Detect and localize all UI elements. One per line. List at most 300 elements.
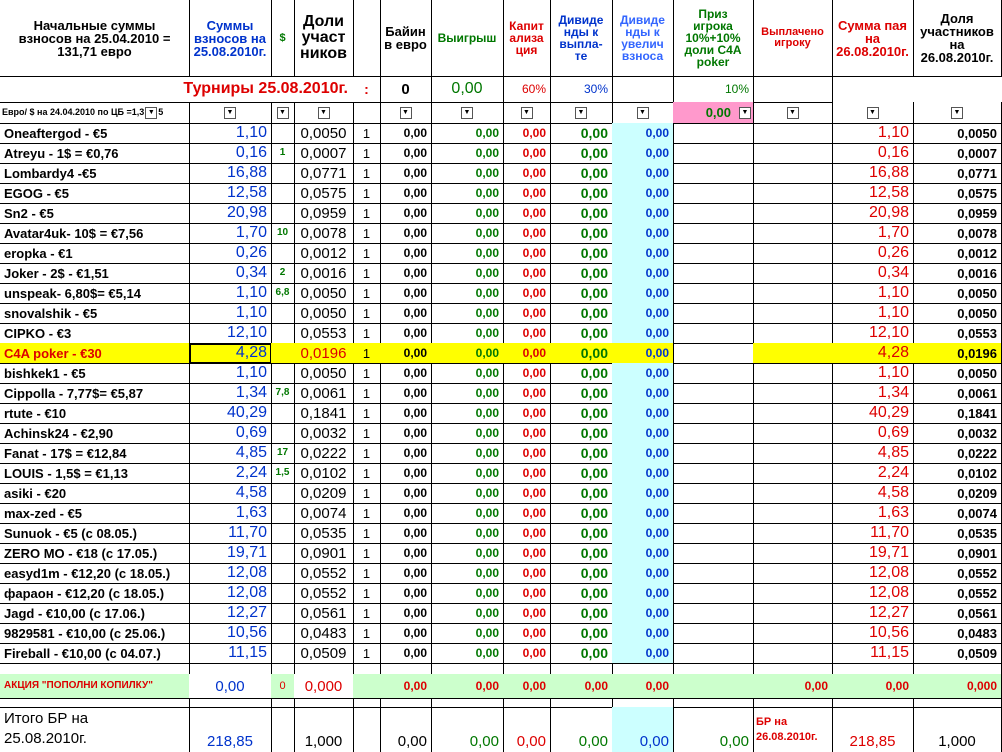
cell-sum[interactable]: 19,71 xyxy=(189,543,272,564)
cell-newshare[interactable]: 0,0552 xyxy=(913,563,1002,584)
cell-win[interactable]: 0,00 xyxy=(431,563,504,584)
cell-sum[interactable]: 20,98 xyxy=(189,203,272,224)
cell-divp[interactable]: 0,00 xyxy=(550,243,613,264)
cell-paid[interactable] xyxy=(753,503,833,524)
cell-newsum[interactable]: 12,27 xyxy=(832,603,914,624)
cell-newshare[interactable]: 0,0553 xyxy=(913,323,1002,344)
cell-win[interactable]: 0,00 xyxy=(431,163,504,184)
cell-sum[interactable]: 11,70 xyxy=(189,523,272,544)
cell-one[interactable]: 1 xyxy=(353,443,381,464)
cell-usd[interactable] xyxy=(271,183,295,204)
cell-newshare[interactable]: 0,0771 xyxy=(913,163,1002,184)
cell-one[interactable]: 1 xyxy=(353,563,381,584)
cell-cap[interactable]: 0,00 xyxy=(503,143,551,164)
cell-sum[interactable]: 12,58 xyxy=(189,183,272,204)
cell-paid[interactable] xyxy=(753,463,833,484)
cell-usd[interactable] xyxy=(271,363,295,384)
cell-newshare[interactable]: 0,0078 xyxy=(913,223,1002,244)
cell-newsum[interactable]: 4,28 xyxy=(832,343,914,364)
cell-prize[interactable] xyxy=(673,443,754,464)
cell-usd[interactable] xyxy=(271,403,295,424)
cell-newshare[interactable]: 0,0032 xyxy=(913,423,1002,444)
cell-cap[interactable]: 0,00 xyxy=(503,463,551,484)
cell-win[interactable]: 0,00 xyxy=(431,483,504,504)
cell-share[interactable]: 0,0535 xyxy=(294,523,354,544)
cell-buyin[interactable]: 0,00 xyxy=(380,283,432,304)
cell-share[interactable]: 0,0561 xyxy=(294,603,354,624)
cell-paid[interactable] xyxy=(753,323,833,344)
cell-share[interactable]: 0,0509 xyxy=(294,643,354,664)
cell-newshare[interactable]: 0,0016 xyxy=(913,263,1002,284)
cell-paid[interactable] xyxy=(753,543,833,564)
cell-win[interactable]: 0,00 xyxy=(431,603,504,624)
cell-newshare[interactable]: 0,0074 xyxy=(913,503,1002,524)
cell-share[interactable]: 0,0483 xyxy=(294,623,354,644)
cell-prize[interactable] xyxy=(673,283,754,304)
cell-usd[interactable]: 1,5 xyxy=(271,463,295,484)
cell-share[interactable]: 0,0007 xyxy=(294,143,354,164)
cell-divi[interactable]: 0,00 xyxy=(612,183,674,204)
cell-buyin[interactable]: 0,00 xyxy=(380,223,432,244)
player-name[interactable]: ZERO MO - €18 (с 17.05.) xyxy=(0,543,190,564)
cell-share[interactable]: 0,0209 xyxy=(294,483,354,504)
cell-prize[interactable] xyxy=(673,243,754,264)
filter-dropdown-button[interactable] xyxy=(867,107,879,119)
player-name[interactable]: EGOG - €5 xyxy=(0,183,190,204)
cell-newsum[interactable]: 1,10 xyxy=(832,283,914,304)
cell-newsum[interactable]: 4,58 xyxy=(832,483,914,504)
cell-newsum[interactable]: 1,10 xyxy=(832,123,914,144)
cell-paid[interactable] xyxy=(753,203,833,224)
cell-divi[interactable]: 0,00 xyxy=(612,643,674,664)
player-name[interactable]: bishkek1 - €5 xyxy=(0,363,190,384)
cell-divi[interactable]: 0,00 xyxy=(612,203,674,224)
cell-paid[interactable] xyxy=(753,143,833,164)
cell-paid[interactable] xyxy=(753,183,833,204)
cell-win[interactable]: 0,00 xyxy=(431,463,504,484)
cell-buyin[interactable]: 0,00 xyxy=(380,523,432,544)
player-name[interactable]: фараон - €12,20 (с 18.05.) xyxy=(0,583,190,604)
cell-share[interactable]: 0,0196 xyxy=(294,343,354,364)
player-name[interactable]: eropka - €1 xyxy=(0,243,190,264)
cell-paid[interactable] xyxy=(753,163,833,184)
cell-usd[interactable] xyxy=(271,503,295,524)
cell-divi[interactable]: 0,00 xyxy=(612,403,674,424)
cell-divp[interactable]: 0,00 xyxy=(550,463,613,484)
cell-win[interactable]: 0,00 xyxy=(431,203,504,224)
cell-divi[interactable]: 0,00 xyxy=(612,143,674,164)
cell-one[interactable]: 1 xyxy=(353,383,381,404)
cell-win[interactable]: 0,00 xyxy=(431,343,504,364)
cell-newsum[interactable]: 20,98 xyxy=(832,203,914,224)
cell-sum[interactable]: 40,29 xyxy=(189,403,272,424)
cell-newsum[interactable]: 0,16 xyxy=(832,143,914,164)
cell-divi[interactable]: 0,00 xyxy=(612,343,674,364)
cell-divi[interactable]: 0,00 xyxy=(612,263,674,284)
cell-usd[interactable] xyxy=(271,323,295,344)
cell-one[interactable]: 1 xyxy=(353,483,381,504)
cell-newsum[interactable]: 11,15 xyxy=(832,643,914,664)
cell-cap[interactable]: 0,00 xyxy=(503,623,551,644)
cell-buyin[interactable]: 0,00 xyxy=(380,443,432,464)
cell-usd[interactable]: 2 xyxy=(271,263,295,284)
cell-divp[interactable]: 0,00 xyxy=(550,523,613,544)
cell-paid[interactable] xyxy=(753,583,833,604)
cell-newsum[interactable]: 1,70 xyxy=(832,223,914,244)
cell-divp[interactable]: 0,00 xyxy=(550,183,613,204)
cell-one[interactable]: 1 xyxy=(353,643,381,664)
cell-usd[interactable] xyxy=(271,483,295,504)
cell-newsum[interactable]: 1,34 xyxy=(832,383,914,404)
cell-buyin[interactable]: 0,00 xyxy=(380,243,432,264)
cell-sum[interactable]: 0,69 xyxy=(189,423,272,444)
cell-cap[interactable]: 0,00 xyxy=(503,203,551,224)
cell-win[interactable]: 0,00 xyxy=(431,183,504,204)
cell-divi[interactable]: 0,00 xyxy=(612,563,674,584)
cell-cap[interactable]: 0,00 xyxy=(503,443,551,464)
cell-one[interactable]: 1 xyxy=(353,603,381,624)
cell-sum[interactable]: 16,88 xyxy=(189,163,272,184)
cell-paid[interactable] xyxy=(753,123,833,144)
filter-dropdown-button[interactable] xyxy=(951,107,963,119)
cell-newsum[interactable]: 12,58 xyxy=(832,183,914,204)
player-name[interactable]: CIPKO - €3 xyxy=(0,323,190,344)
cell-prize[interactable] xyxy=(673,383,754,404)
cell-win[interactable]: 0,00 xyxy=(431,303,504,324)
cell-share[interactable]: 0,0016 xyxy=(294,263,354,284)
cell-share[interactable]: 0,1841 xyxy=(294,403,354,424)
cell-newshare[interactable]: 0,0050 xyxy=(913,303,1002,324)
cell-usd[interactable]: 10 xyxy=(271,223,295,244)
filter-dropdown-button[interactable] xyxy=(277,107,289,119)
cell-divi[interactable]: 0,00 xyxy=(612,483,674,504)
cell-share[interactable]: 0,0575 xyxy=(294,183,354,204)
cell-divp[interactable]: 0,00 xyxy=(550,583,613,604)
cell-sum[interactable]: 0,26 xyxy=(189,243,272,264)
cell-cap[interactable]: 0,00 xyxy=(503,543,551,564)
cell-prize[interactable] xyxy=(673,203,754,224)
cell-sum[interactable]: 10,56 xyxy=(189,623,272,644)
cell-newsum[interactable]: 1,10 xyxy=(832,363,914,384)
cell-divp[interactable]: 0,00 xyxy=(550,123,613,144)
cell-divp[interactable]: 0,00 xyxy=(550,363,613,384)
cell-buyin[interactable]: 0,00 xyxy=(380,603,432,624)
cell-newsum[interactable]: 0,69 xyxy=(832,423,914,444)
cell-prize[interactable] xyxy=(673,423,754,444)
cell-buyin[interactable]: 0,00 xyxy=(380,623,432,644)
cell-divi[interactable]: 0,00 xyxy=(612,283,674,304)
cell-cap[interactable]: 0,00 xyxy=(503,343,551,364)
cell-win[interactable]: 0,00 xyxy=(431,443,504,464)
cell-usd[interactable] xyxy=(271,163,295,184)
cell-share[interactable]: 0,0050 xyxy=(294,123,354,144)
cell-win[interactable]: 0,00 xyxy=(431,383,504,404)
cell-buyin[interactable]: 0,00 xyxy=(380,303,432,324)
cell-prize[interactable] xyxy=(673,623,754,644)
cell-share[interactable]: 0,0061 xyxy=(294,383,354,404)
cell-divp[interactable]: 0,00 xyxy=(550,503,613,524)
player-name[interactable]: LOUIS - 1,5$ = €1,13 xyxy=(0,463,190,484)
cell-win[interactable]: 0,00 xyxy=(431,243,504,264)
cell-buyin[interactable]: 0,00 xyxy=(380,383,432,404)
player-name[interactable]: unspeak- 6,80$= €5,14 xyxy=(0,283,190,304)
cell-win[interactable]: 0,00 xyxy=(431,583,504,604)
player-name[interactable]: Sn2 - €5 xyxy=(0,203,190,224)
cell-paid[interactable] xyxy=(753,643,833,664)
filter-dropdown-button[interactable] xyxy=(145,107,157,119)
player-name[interactable]: rtute - €10 xyxy=(0,403,190,424)
player-name[interactable]: Fireball - €10,00 (с 04.07.) xyxy=(0,643,190,664)
cell-usd[interactable] xyxy=(271,563,295,584)
cell-buyin[interactable]: 0,00 xyxy=(380,183,432,204)
cell-cap[interactable]: 0,00 xyxy=(503,303,551,324)
cell-win[interactable]: 0,00 xyxy=(431,123,504,144)
cell-one[interactable]: 1 xyxy=(353,263,381,284)
filter-dropdown-button[interactable] xyxy=(637,107,649,119)
cell-buyin[interactable]: 0,00 xyxy=(380,483,432,504)
cell-divi[interactable]: 0,00 xyxy=(612,443,674,464)
cell-usd[interactable] xyxy=(271,123,295,144)
cell-newsum[interactable]: 40,29 xyxy=(832,403,914,424)
player-name[interactable]: asiki - €20 xyxy=(0,483,190,504)
cell-newshare[interactable]: 0,0050 xyxy=(913,363,1002,384)
cell-buyin[interactable]: 0,00 xyxy=(380,423,432,444)
cell-newshare[interactable]: 0,0050 xyxy=(913,123,1002,144)
player-name[interactable]: Fanat - 17$ = €12,84 xyxy=(0,443,190,464)
cell-divi[interactable]: 0,00 xyxy=(612,243,674,264)
cell-sum[interactable]: 1,10 xyxy=(189,303,272,324)
cell-cap[interactable]: 0,00 xyxy=(503,223,551,244)
player-name[interactable]: Avatar4uk- 10$ = €7,56 xyxy=(0,223,190,244)
cell-share[interactable]: 0,0959 xyxy=(294,203,354,224)
cell-cap[interactable]: 0,00 xyxy=(503,583,551,604)
cell-prize[interactable] xyxy=(673,303,754,324)
cell-cap[interactable]: 0,00 xyxy=(503,563,551,584)
cell-divp[interactable]: 0,00 xyxy=(550,143,613,164)
cell-share[interactable]: 0,0552 xyxy=(294,563,354,584)
cell-one[interactable]: 1 xyxy=(353,303,381,324)
cell-newshare[interactable]: 0,0509 xyxy=(913,643,1002,664)
cell-newshare[interactable]: 0,0050 xyxy=(913,283,1002,304)
cell-paid[interactable] xyxy=(753,343,833,364)
cell-newsum[interactable]: 11,70 xyxy=(832,523,914,544)
cell-cap[interactable]: 0,00 xyxy=(503,523,551,544)
cell-newshare[interactable]: 0,0959 xyxy=(913,203,1002,224)
cell-one[interactable]: 1 xyxy=(353,183,381,204)
cell-newshare[interactable]: 0,0209 xyxy=(913,483,1002,504)
cell-newshare[interactable]: 0,0061 xyxy=(913,383,1002,404)
cell-cap[interactable]: 0,00 xyxy=(503,483,551,504)
cell-divp[interactable]: 0,00 xyxy=(550,623,613,644)
cell-divp[interactable]: 0,00 xyxy=(550,643,613,664)
cell-buyin[interactable]: 0,00 xyxy=(380,263,432,284)
cell-newsum[interactable]: 12,08 xyxy=(832,583,914,604)
cell-one[interactable]: 1 xyxy=(353,123,381,144)
cell-one[interactable]: 1 xyxy=(353,143,381,164)
cell-one[interactable]: 1 xyxy=(353,323,381,344)
cell-paid[interactable] xyxy=(753,623,833,644)
cell-share[interactable]: 0,0050 xyxy=(294,363,354,384)
cell-sum[interactable]: 2,24 xyxy=(189,463,272,484)
cell-usd[interactable] xyxy=(271,623,295,644)
cell-divi[interactable]: 0,00 xyxy=(612,423,674,444)
cell-share[interactable]: 0,0050 xyxy=(294,303,354,324)
cell-prize[interactable] xyxy=(673,263,754,284)
cell-paid[interactable] xyxy=(753,283,833,304)
cell-newsum[interactable]: 0,26 xyxy=(832,243,914,264)
cell-paid[interactable] xyxy=(753,523,833,544)
cell-divp[interactable]: 0,00 xyxy=(550,223,613,244)
filter-dropdown-button[interactable] xyxy=(521,107,533,119)
tournament-buyin[interactable]: 0 xyxy=(380,76,432,103)
cell-paid[interactable] xyxy=(753,563,833,584)
cell-one[interactable]: 1 xyxy=(353,243,381,264)
cell-sum[interactable]: 0,16 xyxy=(189,143,272,164)
cell-prize[interactable] xyxy=(673,163,754,184)
cell-win[interactable]: 0,00 xyxy=(431,223,504,244)
cell-divp[interactable]: 0,00 xyxy=(550,483,613,504)
cell-win[interactable]: 0,00 xyxy=(431,523,504,544)
cell-divi[interactable]: 0,00 xyxy=(612,123,674,144)
cell-usd[interactable]: 6,8 xyxy=(271,283,295,304)
cell-divi[interactable]: 0,00 xyxy=(612,603,674,624)
cell-divp[interactable]: 0,00 xyxy=(550,543,613,564)
cell-prize[interactable] xyxy=(673,363,754,384)
cell-divi[interactable]: 0,00 xyxy=(612,583,674,604)
cell-sum[interactable]: 0,34 xyxy=(189,263,272,284)
cell-divi[interactable]: 0,00 xyxy=(612,503,674,524)
cell-share[interactable]: 0,0901 xyxy=(294,543,354,564)
cell-newsum[interactable]: 0,34 xyxy=(832,263,914,284)
filter-dropdown-button[interactable] xyxy=(739,107,751,119)
cell-share[interactable]: 0,0078 xyxy=(294,223,354,244)
filter-dropdown-button[interactable] xyxy=(575,107,587,119)
cell-newshare[interactable]: 0,0483 xyxy=(913,623,1002,644)
cell-prize[interactable] xyxy=(673,143,754,164)
cell-paid[interactable] xyxy=(753,423,833,444)
filter-dropdown-button[interactable] xyxy=(461,107,473,119)
cell-divp[interactable]: 0,00 xyxy=(550,383,613,404)
cell-sum[interactable]: 4,58 xyxy=(189,483,272,504)
cell-usd[interactable] xyxy=(271,583,295,604)
cell-share[interactable]: 0,0771 xyxy=(294,163,354,184)
cell-newsum[interactable]: 10,56 xyxy=(832,623,914,644)
cell-divi[interactable]: 0,00 xyxy=(612,623,674,644)
cell-prize[interactable] xyxy=(673,643,754,664)
cell-prize[interactable] xyxy=(673,323,754,344)
cell-one[interactable]: 1 xyxy=(353,163,381,184)
cell-cap[interactable]: 0,00 xyxy=(503,283,551,304)
cell-buyin[interactable]: 0,00 xyxy=(380,343,432,364)
cell-sum[interactable]: 12,10 xyxy=(189,323,272,344)
cell-cap[interactable]: 0,00 xyxy=(503,263,551,284)
cell-share[interactable]: 0,0553 xyxy=(294,323,354,344)
cell-one[interactable]: 1 xyxy=(353,363,381,384)
cell-win[interactable]: 0,00 xyxy=(431,543,504,564)
player-name[interactable]: Joker - 2$ - €1,51 xyxy=(0,263,190,284)
cell-win[interactable]: 0,00 xyxy=(431,623,504,644)
cell-newshare[interactable]: 0,0901 xyxy=(913,543,1002,564)
cell-newshare[interactable]: 0,0196 xyxy=(913,343,1002,364)
cell-one[interactable]: 1 xyxy=(353,223,381,244)
cell-cap[interactable]: 0,00 xyxy=(503,503,551,524)
cell-divi[interactable]: 0,00 xyxy=(612,323,674,344)
cell-buyin[interactable]: 0,00 xyxy=(380,583,432,604)
cell-prize[interactable] xyxy=(673,463,754,484)
player-name[interactable]: snovalshik - €5 xyxy=(0,303,190,324)
cell-cap[interactable]: 0,00 xyxy=(503,323,551,344)
cell-win[interactable]: 0,00 xyxy=(431,363,504,384)
player-name[interactable]: Sunuok - €5 (с 08.05.) xyxy=(0,523,190,544)
cell-newshare[interactable]: 0,0535 xyxy=(913,523,1002,544)
cell-divi[interactable]: 0,00 xyxy=(612,543,674,564)
cell-win[interactable]: 0,00 xyxy=(431,143,504,164)
cell-divp[interactable]: 0,00 xyxy=(550,263,613,284)
cell-cap[interactable]: 0,00 xyxy=(503,363,551,384)
cell-usd[interactable] xyxy=(271,303,295,324)
cell-buyin[interactable]: 0,00 xyxy=(380,503,432,524)
cell-usd[interactable] xyxy=(271,543,295,564)
cell-buyin[interactable]: 0,00 xyxy=(380,203,432,224)
cell-divp[interactable]: 0,00 xyxy=(550,163,613,184)
cell-one[interactable]: 1 xyxy=(353,523,381,544)
cell-share[interactable]: 0,0012 xyxy=(294,243,354,264)
cell-one[interactable]: 1 xyxy=(353,343,381,364)
cell-paid[interactable] xyxy=(753,443,833,464)
cell-win[interactable]: 0,00 xyxy=(431,263,504,284)
cell-paid[interactable] xyxy=(753,243,833,264)
cell-buyin[interactable]: 0,00 xyxy=(380,543,432,564)
cell-sum[interactable]: 4,28 xyxy=(189,343,272,364)
cell-newshare[interactable]: 0,0575 xyxy=(913,183,1002,204)
cell-cap[interactable]: 0,00 xyxy=(503,403,551,424)
cell-one[interactable]: 1 xyxy=(353,623,381,644)
player-name[interactable]: C4A poker - €30 xyxy=(0,343,190,364)
cell-paid[interactable] xyxy=(753,483,833,504)
cell-divi[interactable]: 0,00 xyxy=(612,463,674,484)
cell-one[interactable]: 1 xyxy=(353,423,381,444)
cell-share[interactable]: 0,0032 xyxy=(294,423,354,444)
cell-paid[interactable] xyxy=(753,383,833,404)
cell-prize[interactable] xyxy=(673,343,754,364)
cell-prize[interactable] xyxy=(673,223,754,244)
cell-usd[interactable] xyxy=(271,603,295,624)
cell-buyin[interactable]: 0,00 xyxy=(380,123,432,144)
cell-usd[interactable] xyxy=(271,343,295,364)
filter-dropdown-button[interactable] xyxy=(224,107,236,119)
cell-buyin[interactable]: 0,00 xyxy=(380,403,432,424)
player-name[interactable]: Oneaftergod - €5 xyxy=(0,123,190,144)
cell-newsum[interactable]: 12,10 xyxy=(832,323,914,344)
cell-sum[interactable]: 1,10 xyxy=(189,123,272,144)
cell-usd[interactable] xyxy=(271,643,295,664)
cell-buyin[interactable]: 0,00 xyxy=(380,563,432,584)
cell-win[interactable]: 0,00 xyxy=(431,403,504,424)
cell-prize[interactable] xyxy=(673,523,754,544)
cell-newshare[interactable]: 0,0552 xyxy=(913,583,1002,604)
cell-divi[interactable]: 0,00 xyxy=(612,303,674,324)
cell-sum[interactable]: 12,08 xyxy=(189,563,272,584)
cell-cap[interactable]: 0,00 xyxy=(503,123,551,144)
player-name[interactable]: Achinsk24 - €2,90 xyxy=(0,423,190,444)
cell-one[interactable]: 1 xyxy=(353,203,381,224)
player-name[interactable]: Jagd - €10,00 (с 17.06.) xyxy=(0,603,190,624)
cell-sum[interactable]: 1,10 xyxy=(189,283,272,304)
cell-divp[interactable]: 0,00 xyxy=(550,283,613,304)
cell-divp[interactable]: 0,00 xyxy=(550,603,613,624)
cell-divp[interactable]: 0,00 xyxy=(550,563,613,584)
cell-buyin[interactable]: 0,00 xyxy=(380,463,432,484)
